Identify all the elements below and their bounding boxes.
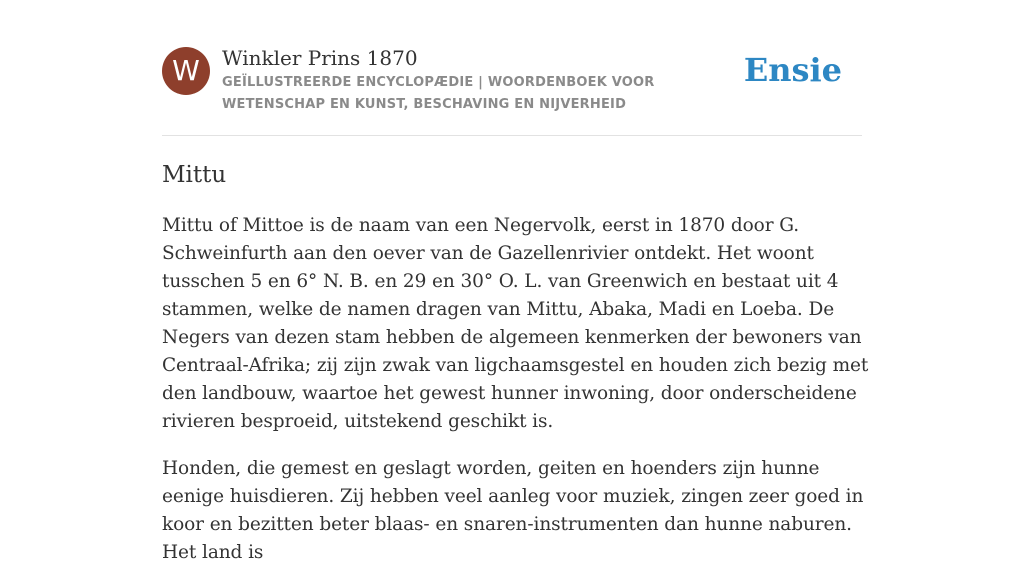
entry-paragraph: Mittu of Mittoe is de naam van een Negervolk, eerst in 1870 door G. Schweinfurth aan den oever van de Gazellenrivier ontdekt. Het woont tusschen 5 en 6° N. B. en 29 en 30° O. L. van Greenwich en bestaat uit 4 stammen, welke de namen dragen van Mittu, Abaka, Madi en Loeba. De Negers van dezen stam hebben de algemeen kenmerken der bewoners van Centraal-Afrika; zij zijn zwak van ligchaamsgestel en houden zich bezig met den landbouw, waartoe het gewest hunner inwoning, door onderscheidene rivieren besproeid, uitstekend geschikt is. (162, 215, 869, 432)
divider (162, 135, 862, 136)
header (162, 46, 862, 116)
entry-body (162, 212, 874, 586)
entry-title: Mittu (162, 162, 227, 188)
ensie-logo[interactable]: Ensie (743, 51, 842, 89)
source-subtitle: GEÏLLUSTREERDE ENCYCLOPÆDIE | WOORDENBOEK VOOR WETENSCHAP EN KUNST, BESCHAVING EN NIJVERHEID (222, 75, 655, 112)
avatar[interactable]: W (162, 47, 210, 95)
entry-paragraph: Honden, die gemest en geslagt worden, geiten en hoenders zijn hunne eenige huisdieren. Zij hebben veel aanleg voor muziek, zingen zeer goed in koor en bezitten beter blaas- en snaren-instrumenten dan hunne naburen. Het land is (162, 458, 864, 563)
source-title[interactable]: Winkler Prins 1870 (222, 46, 418, 70)
